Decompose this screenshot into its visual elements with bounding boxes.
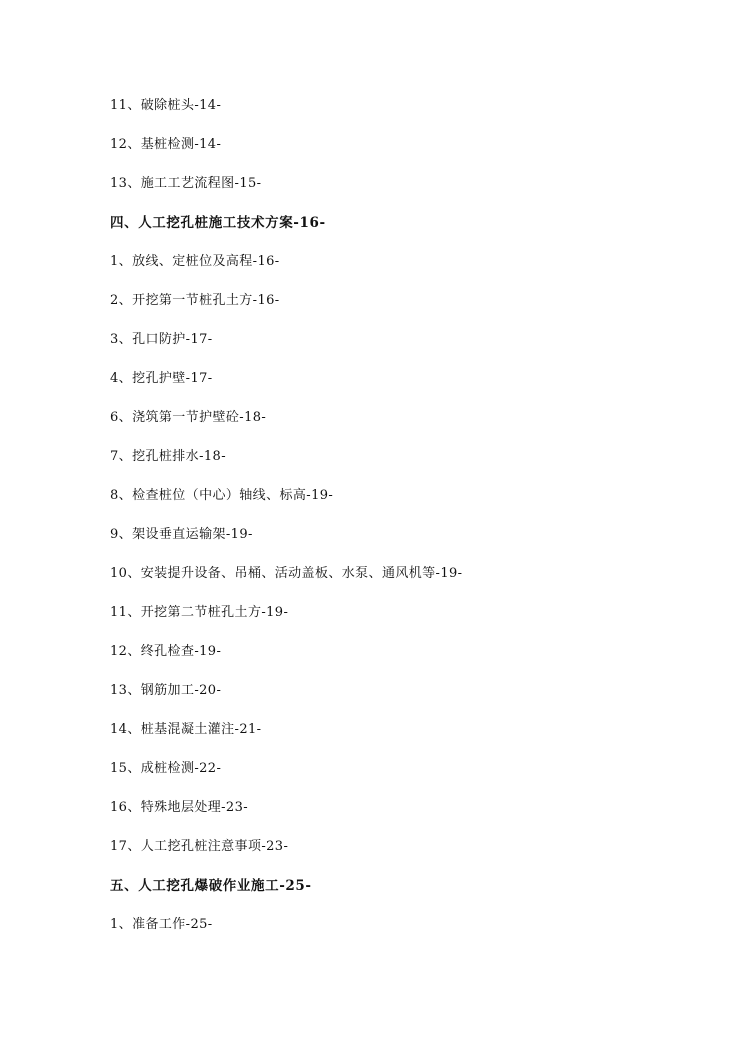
toc-entry[interactable]: 17、人工挖孔桩注意事项-23- [110,839,289,854]
toc-section-heading[interactable]: 四、人工挖孔桩施工技术方案-16- [110,215,326,231]
toc-entry[interactable]: 11、开挖第二节桩孔土方-19- [110,605,289,620]
toc-entry[interactable]: 16、特殊地层处理-23- [110,800,249,815]
toc-entry[interactable]: 10、安装提升设备、吊桶、活动盖板、水泵、通风机等-19- [110,566,463,581]
toc-entry[interactable]: 9、架设垂直运输架-19- [110,527,253,542]
toc-entry[interactable]: 12、基桩检测-14- [110,137,222,152]
toc-entry[interactable]: 15、成桩检测-22- [110,761,222,776]
toc-entry[interactable]: 1、放线、定桩位及高程-16- [110,254,280,269]
toc-entry[interactable]: 12、终孔检查-19- [110,644,222,659]
toc-entry[interactable]: 6、浇筑第一节护壁砼-18- [110,410,267,425]
toc-entry[interactable]: 3、孔口防护-17- [110,332,213,347]
toc-entry[interactable]: 11、破除桩头-14- [110,98,222,113]
toc-entry[interactable]: 4、挖孔护壁-17- [110,371,213,386]
toc-section-heading[interactable]: 五、人工挖孔爆破作业施工-25- [110,878,312,894]
toc-entry[interactable]: 7、挖孔桩排水-18- [110,449,226,464]
toc-entry[interactable]: 13、施工工艺流程图-15- [110,176,262,191]
toc-entry[interactable]: 14、桩基混凝土灌注-21- [110,722,262,737]
toc-entry[interactable]: 8、检查桩位（中心）轴线、标高-19- [110,488,334,503]
toc-entry[interactable]: 2、开挖第一节桩孔土方-16- [110,293,280,308]
toc-entry[interactable]: 13、钢筋加工-20- [110,683,222,698]
toc-entry[interactable]: 1、准备工作-25- [110,917,213,932]
